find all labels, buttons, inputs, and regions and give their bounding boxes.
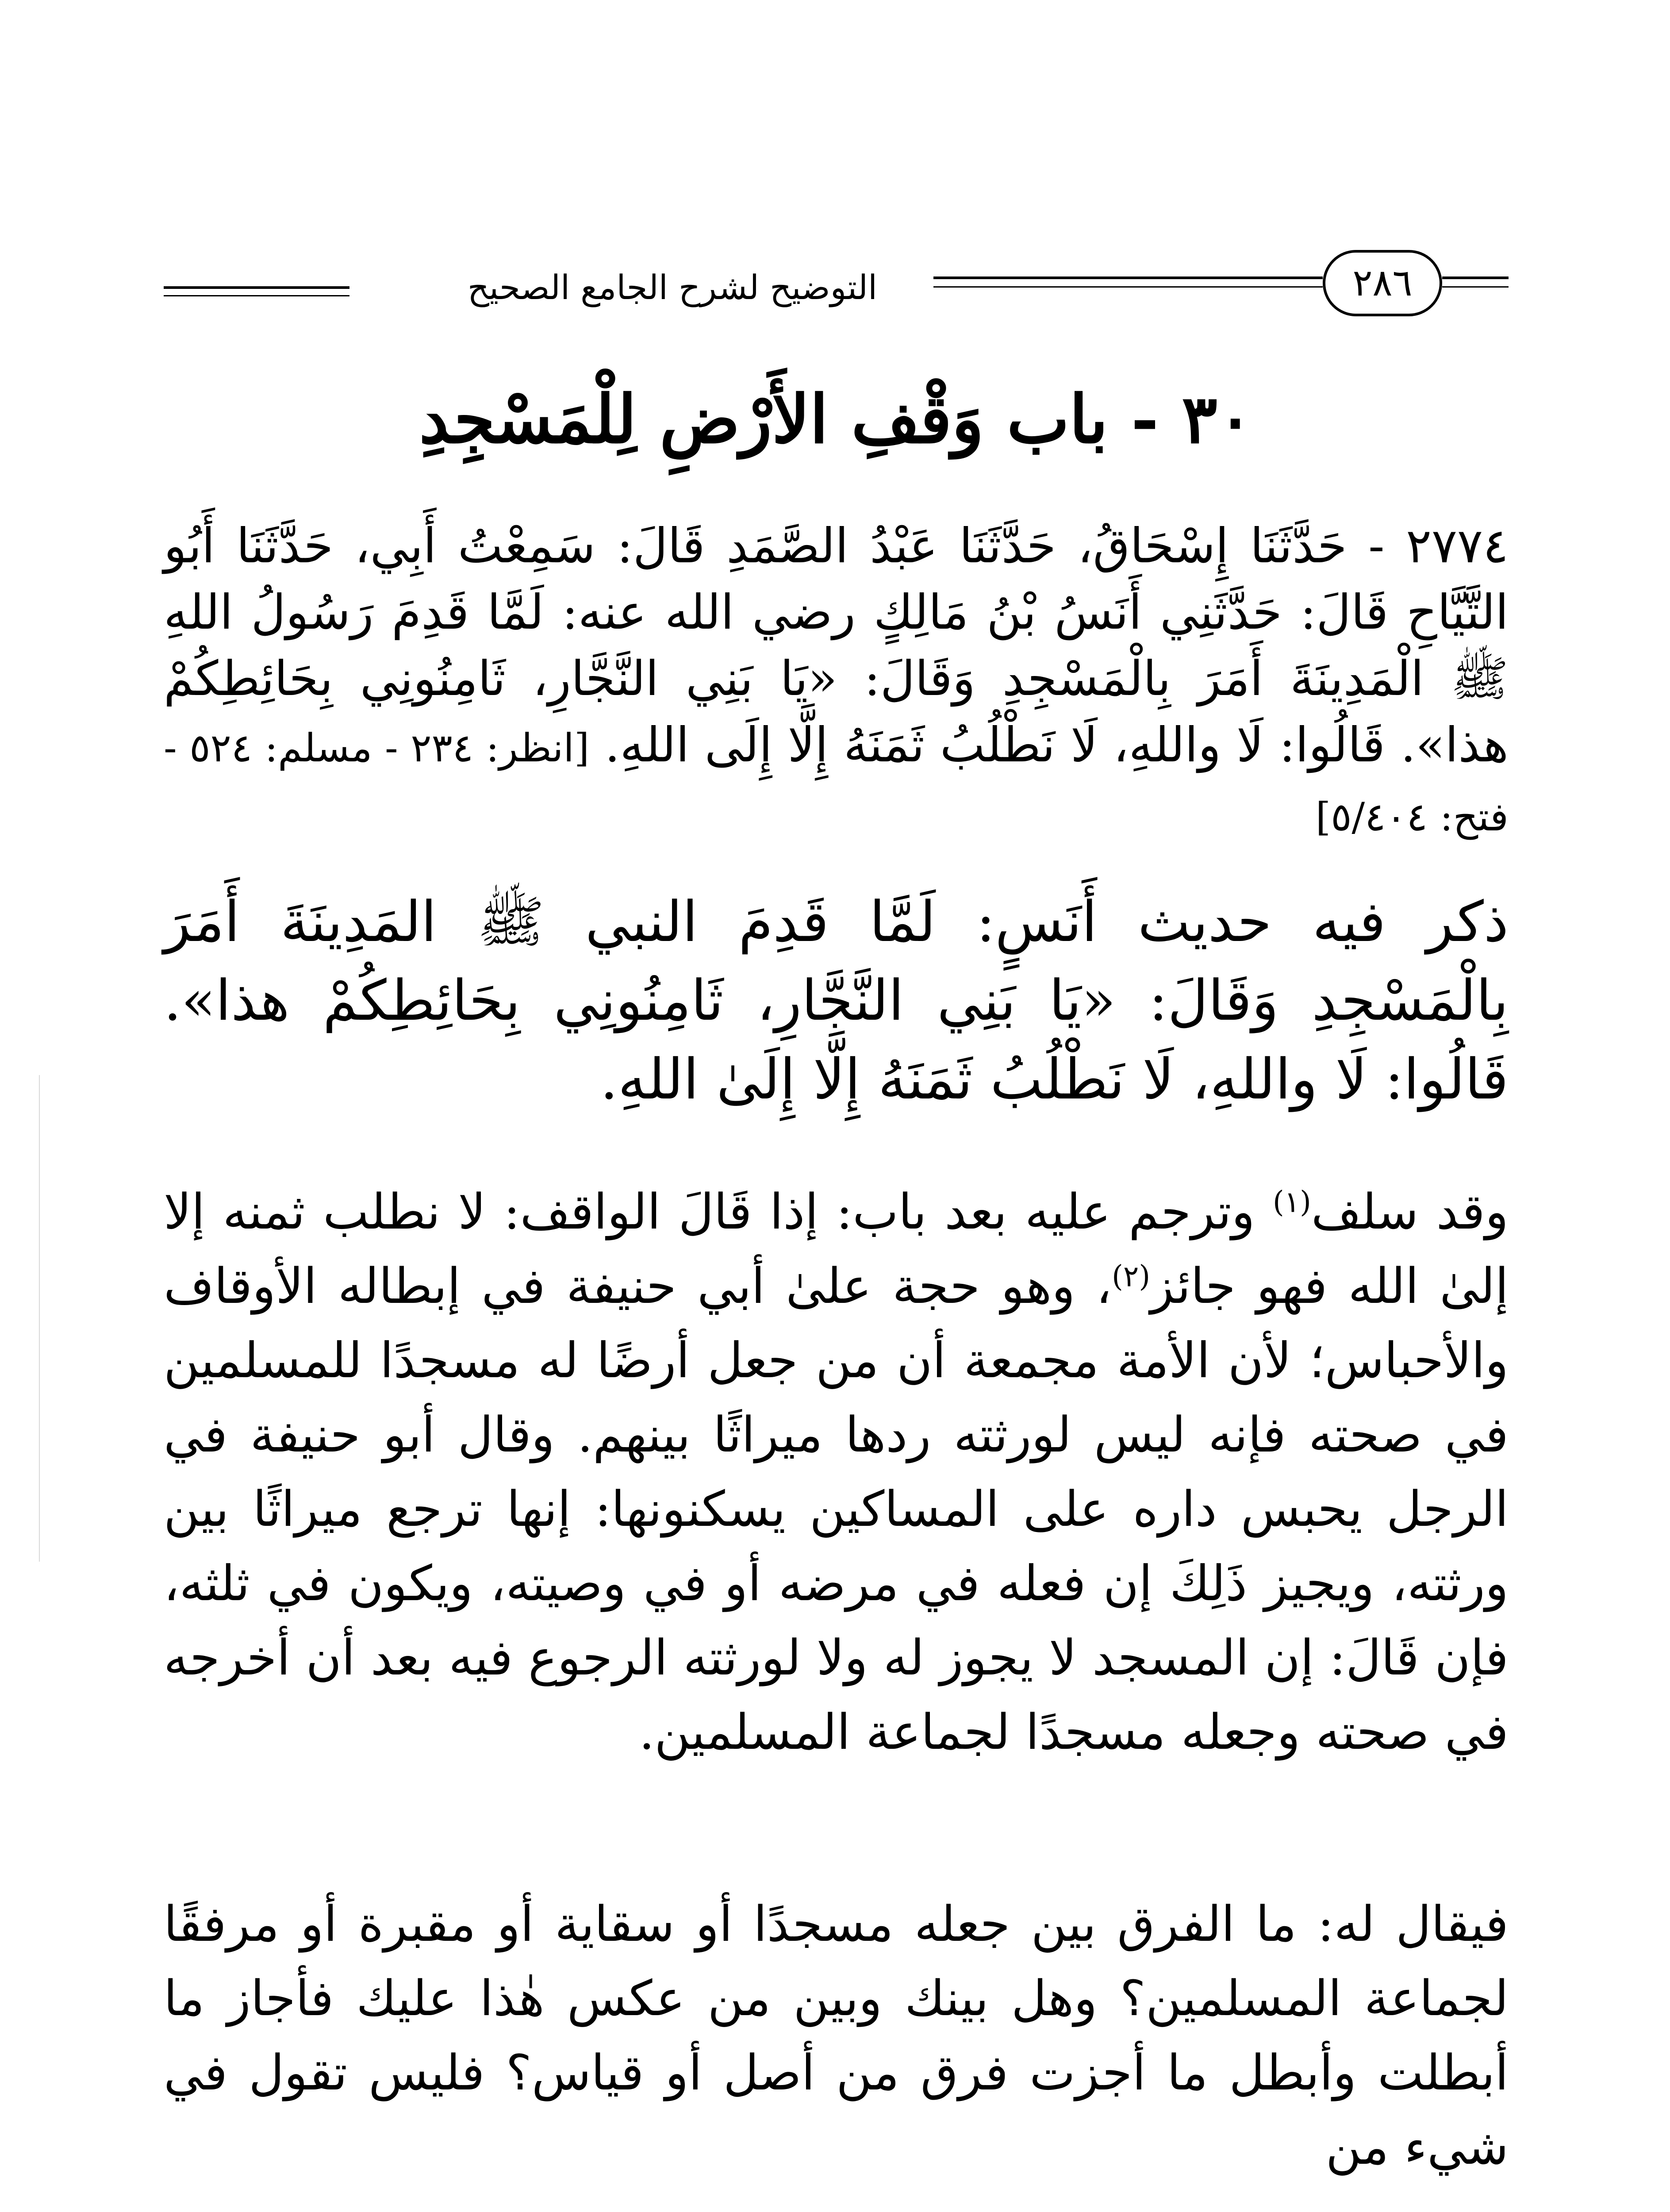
header-rule-middle-thin bbox=[933, 286, 1323, 288]
paragraph-text: وقد سلف bbox=[1311, 1183, 1509, 1240]
commentary-paragraph-1: ذكر فيه حديث أَنَسٍ: لَمَّا قَدِمَ النبي ﷺ المَدِينَةَ أَمَرَ بِالْمَسْجِدِ وَقَالَ: «يَا بَنِي النَّجَّارِ، ثَامِنُونِي بِحَائِطِكُمْ هذا». قَالُوا: لَا واللهِ، لَا نَطْلُبُ ثَمَنَهُ إِلَّا إِلَىٰ اللهِ. bbox=[164, 889, 1509, 1112]
paragraph-text: ، وهو حجة علىٰ أبي حنيفة في إبطاله الأوقاف والأحباس؛ لأن الأمة مجمعة أن من جعل أرضًا له مسجدًا للمسلمين في صحته فإنه ليس لورثته ردها ميراثًا بينهم. وقال أبو حنيفة في الرجل يحبس داره على المساكين يسكنونها: إنها ترجع ميراثًا بين ورثته، ويجيز ذَلِكَ إن فعله في مرضه أو في وصيته، ويكون في ثلثه، فإن قَالَ: إن المسجد لا يجوز له ولا لورثته الرجوع فيه بعد أن أخرجه في صحته وجعله مسجدًا لجماعة المسلمين. bbox=[164, 1258, 1509, 1760]
header-rule-middle bbox=[933, 276, 1323, 279]
page-number: ٢٨٦ bbox=[1323, 250, 1442, 316]
header-rule-right-thin bbox=[1442, 286, 1509, 288]
header-rule-left bbox=[164, 286, 349, 289]
chapter-title: ٣٠ - باب وَقْفِ الأَرْضِ لِلْمَسْجِدِ bbox=[419, 380, 1253, 458]
hadith-text: ٢٧٧٤ - حَدَّثَنَا إِسْحَاقُ، حَدَّثَنَا عَبْدُ الصَّمَدِ قَالَ: سَمِعْتُ أَبِي، حَدَّثَنَا أَبُو التَّيَّاحِ قَالَ: حَدَّثَنِي أَنَسُ بْنُ مَالِكٍ رضي الله عنه: لَمَّا قَدِمَ رَسُولُ اللهِ ﷺ الْمَدِينَةَ أَمَرَ بِالْمَسْجِدِ وَقَالَ: «يَا بَنِي النَّجَّارِ، ثَامِنُونِي بِحَائِطِكُمْ هذا». قَالُوا: لَا واللهِ، لَا نَطْلُبُ ثَمَنَهُ إِلَّا إِلَى اللهِ. bbox=[164, 518, 1509, 773]
footnote-marker-1[interactable]: (١) bbox=[1272, 1185, 1311, 1219]
hadith-block bbox=[164, 513, 1509, 850]
page-header bbox=[164, 246, 1509, 338]
header-rule-right bbox=[1442, 276, 1509, 279]
header-rule-left-thin bbox=[164, 295, 349, 296]
footnote-marker-2[interactable]: (٢) bbox=[1112, 1259, 1151, 1294]
running-title: التوضيح لشرح الجامع الصحيح bbox=[467, 268, 878, 307]
scan-margin-line bbox=[39, 1075, 40, 1562]
commentary-paragraph-2 bbox=[164, 1175, 1509, 1769]
paragraph-text: وترجم عليه بعد باب: إذا قَالَ الواقف: لا نطلب ثمنه إلا إلىٰ الله فهو جائز bbox=[164, 1183, 1509, 1314]
commentary-paragraph-3: فيقال له: ما الفرق بين جعله مسجدًا أو سقاية أو مقبرة أو مرفقًا لجماعة المسلمين؟ وهل بينك وبين من عكس هٰذا عليك فأجاز ما أبطلت وأبطل ما أجزت فرق من أصل أو قياس؟ فليس تقول في شيء من bbox=[164, 1896, 1509, 2175]
hadith-reference: [انظر: ٢٣٤ - مسلم: ٥٢٤ - فتح: ٥/٤٠٤] bbox=[164, 725, 1509, 840]
